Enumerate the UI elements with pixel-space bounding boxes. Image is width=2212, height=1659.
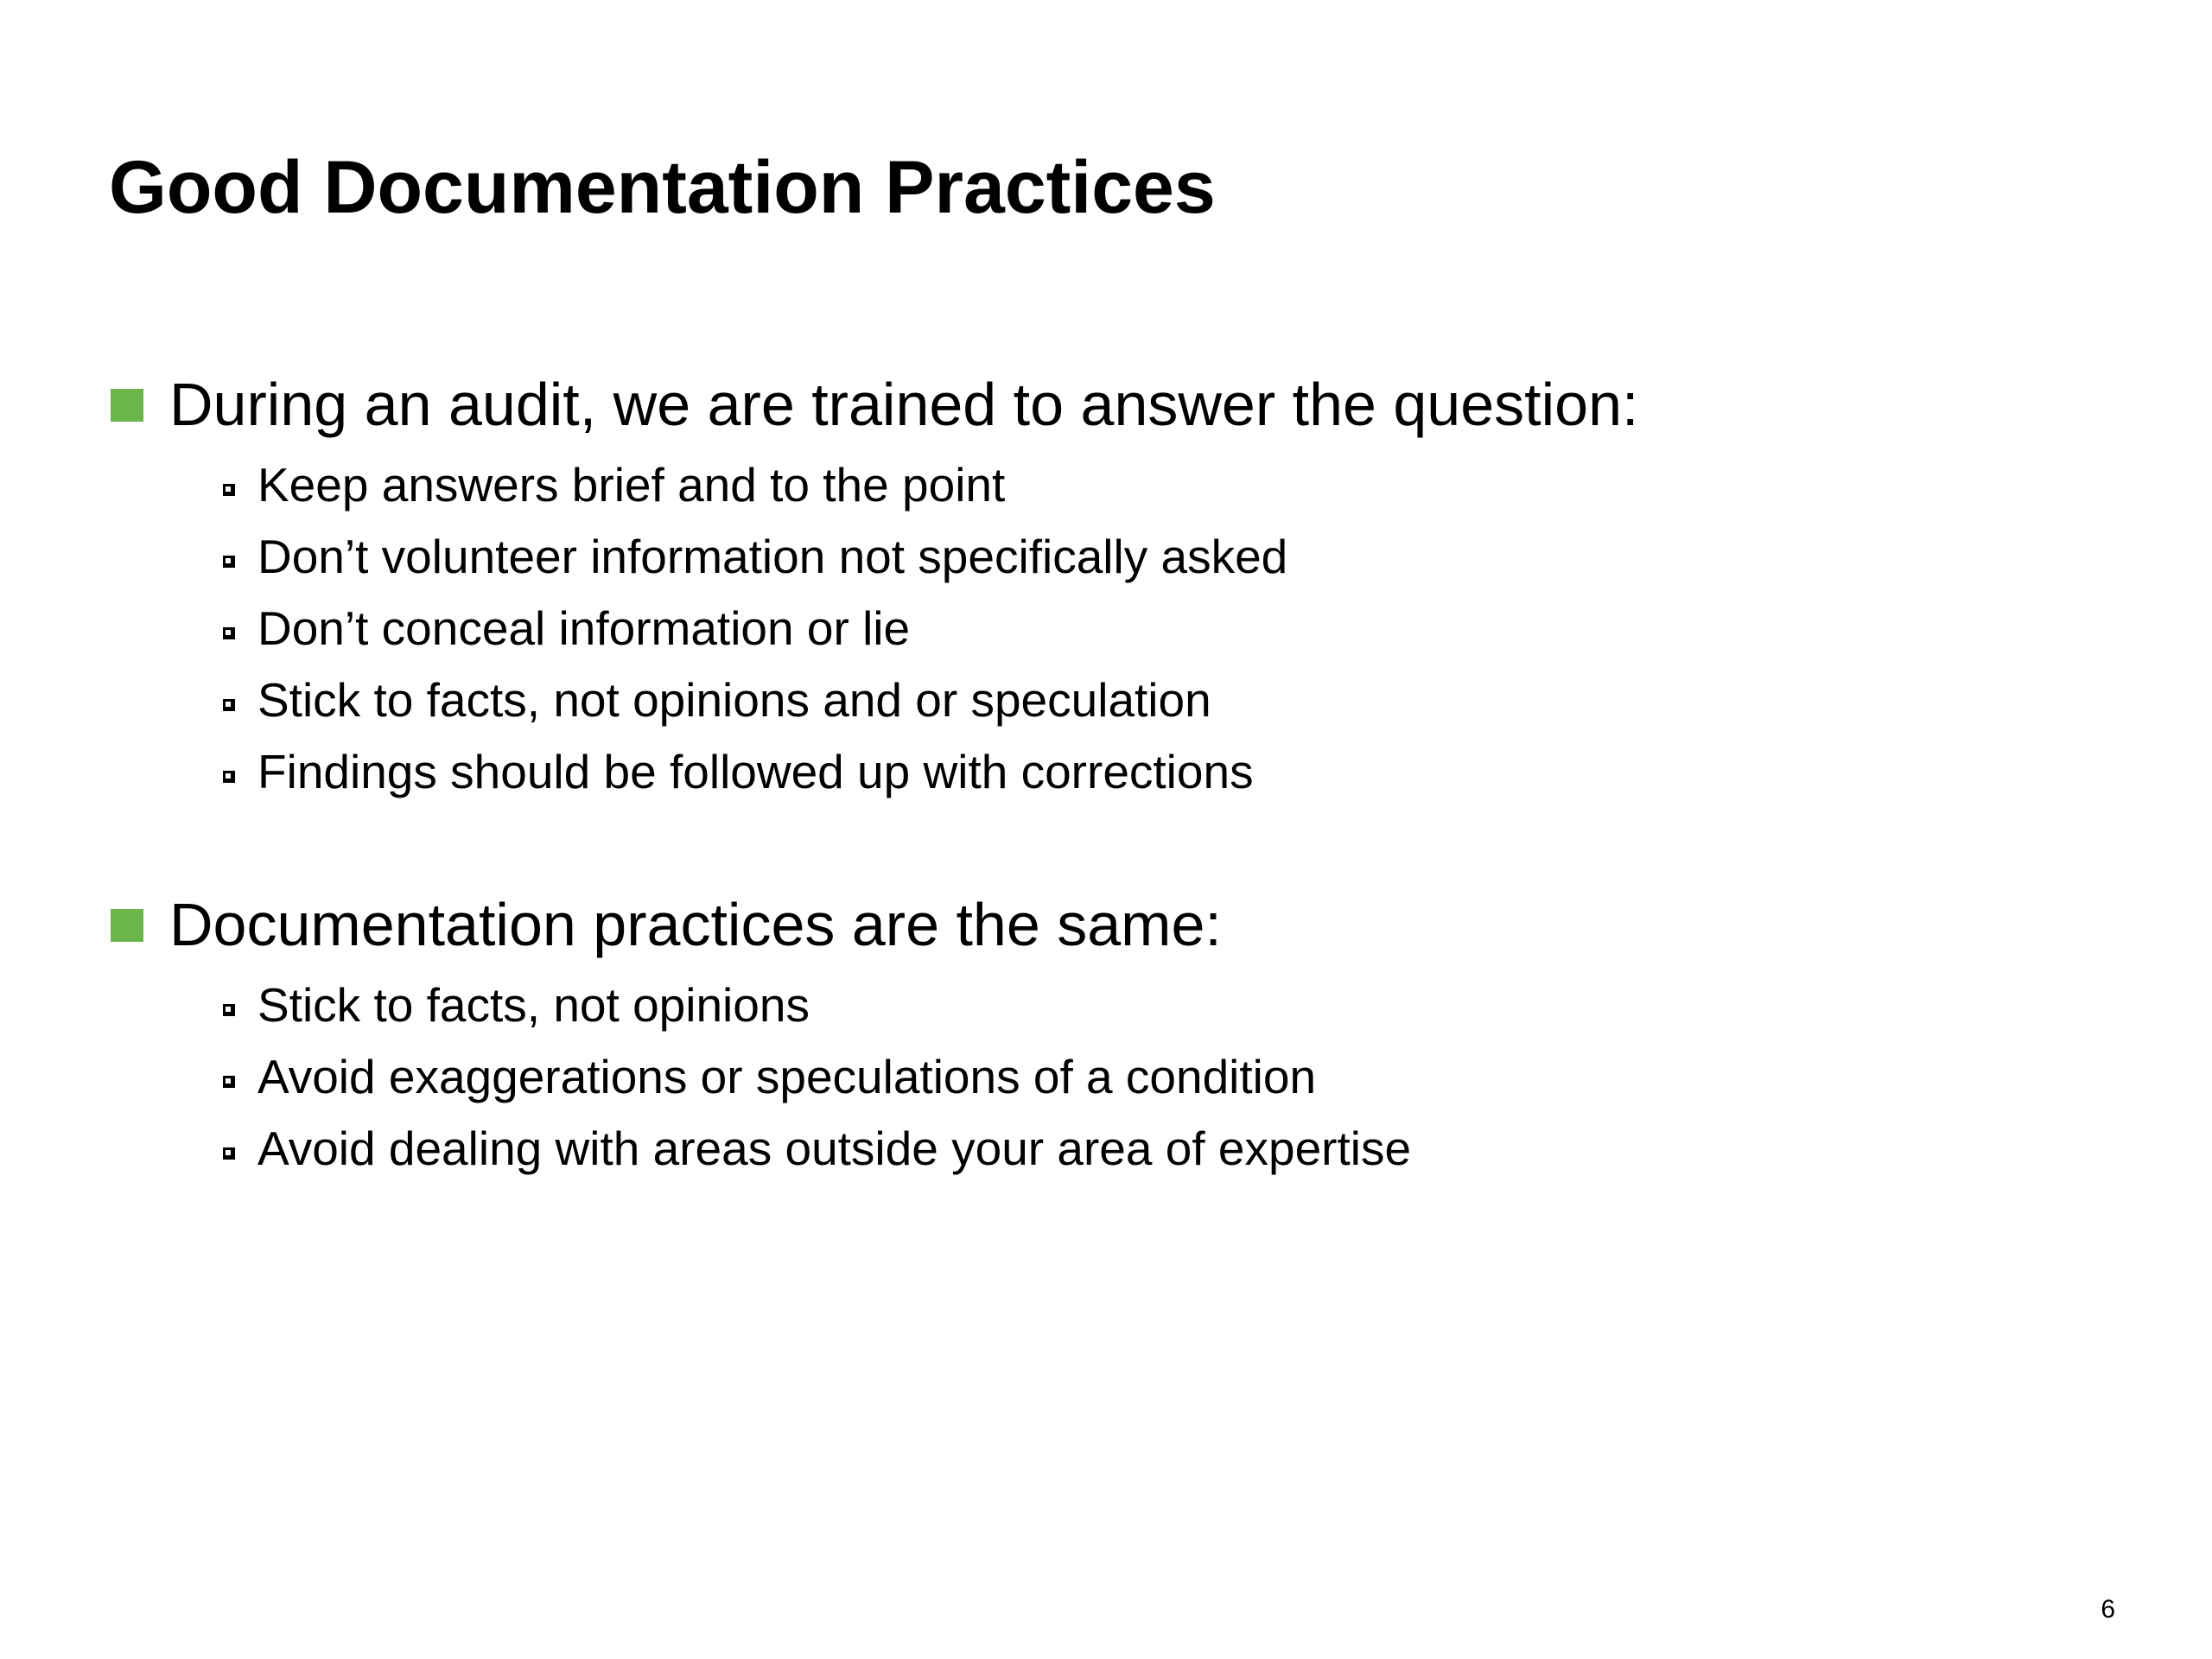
list-item: [223, 521, 1287, 593]
green-square-bullet-icon: [111, 909, 143, 942]
list-item: [223, 449, 1287, 521]
checkbox-bullet-icon: [223, 771, 235, 783]
main-bullet: [111, 372, 1638, 438]
slide-title: Good Documentation Practices: [109, 146, 1216, 229]
list-item-text: Don’t volunteer information not specifically asked: [257, 530, 1288, 584]
checkbox-bullet-icon: [223, 556, 235, 568]
main-bullet: [111, 892, 1222, 958]
list-item: [223, 969, 1411, 1041]
green-square-bullet-icon: [111, 389, 143, 422]
list-item-text: Avoid dealing with areas outside your area of expertise: [257, 1122, 1412, 1176]
list-item: [223, 1113, 1411, 1185]
checkbox-bullet-icon: [223, 1076, 235, 1088]
sub-bullet-list: [223, 449, 1287, 808]
list-item-text: Don’t conceal information or lie: [257, 601, 911, 656]
list-item-text: Findings should be followed up with corrections: [257, 745, 1254, 799]
list-item-text: Keep answers brief and to the point: [257, 458, 1006, 512]
checkbox-bullet-icon: [223, 627, 235, 639]
list-item-text: Avoid exaggerations or speculations of a condition: [257, 1050, 1317, 1104]
list-item: [223, 593, 1287, 664]
list-item-text: Stick to facts, not opinions: [257, 978, 810, 1033]
page-number: 6: [2101, 1595, 2115, 1624]
checkbox-bullet-icon: [223, 484, 235, 496]
checkbox-bullet-icon: [223, 1004, 235, 1016]
checkbox-bullet-icon: [223, 1147, 235, 1160]
list-item: [223, 736, 1287, 808]
sub-bullet-list: [223, 969, 1411, 1185]
list-item-text: Stick to facts, not opinions and or speculation: [257, 673, 1211, 728]
list-item: [223, 664, 1287, 736]
main-bullet-text: During an audit, we are trained to answer the question:: [169, 371, 1639, 438]
main-bullet-text: Documentation practices are the same:: [169, 891, 1222, 958]
checkbox-bullet-icon: [223, 699, 235, 711]
list-item: [223, 1041, 1411, 1113]
